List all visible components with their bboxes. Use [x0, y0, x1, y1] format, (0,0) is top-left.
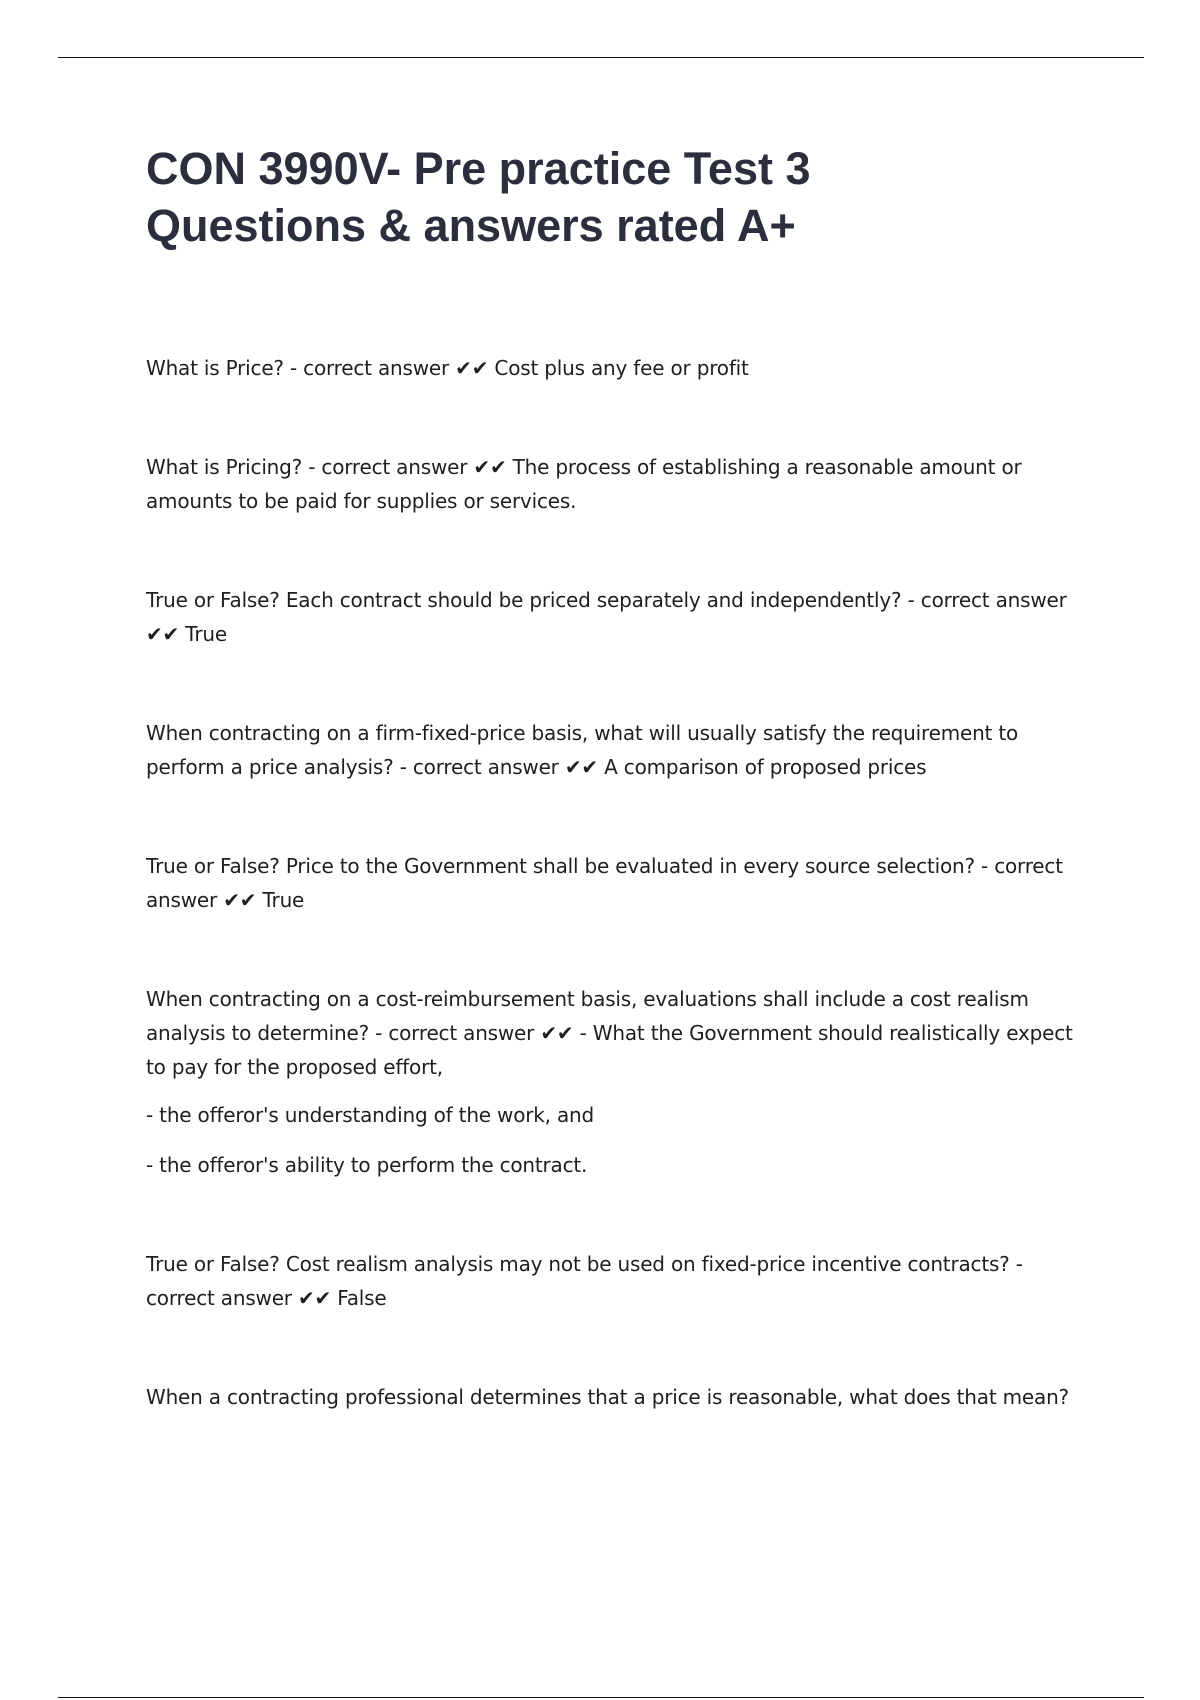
qa-text: True or False? Cost realism analysis may not be used on fixed-price incentive contracts? - correct answer ✔✔ False [146, 1252, 1023, 1310]
qa-item [146, 351, 1096, 385]
qa-item [146, 583, 1096, 651]
qa-item [146, 1380, 1096, 1414]
document-page [146, 140, 1096, 1479]
title-line-1: CON 3990V- Pre practice Test 3 [146, 143, 811, 194]
qa-text: What is Pricing? - correct answer ✔✔ The process of establishing a reasonable amount or amounts to be paid for supplies or services. [146, 455, 1022, 513]
qa-item [146, 716, 1096, 784]
qa-item [146, 982, 1096, 1182]
qa-text: When contracting on a cost-reimbursement basis, evaluations shall include a cost realism analysis to determine? - correct answer ✔✔ - What the Government should realistically expect to pay for the proposed effort, [146, 987, 1073, 1079]
qa-text: What is Price? - correct answer ✔✔ Cost plus any fee or profit [146, 356, 749, 380]
qa-subpoint: - the offeror's understanding of the work, and [146, 1103, 594, 1127]
qa-item [146, 1247, 1096, 1315]
qa-subpoint: - the offeror's ability to perform the contract. [146, 1153, 588, 1177]
qa-text: When contracting on a firm-fixed-price basis, what will usually satisfy the requirement to perform a price analysis? - correct answer ✔✔ A comparison of proposed prices [146, 721, 1019, 779]
document-title [146, 140, 1096, 254]
qa-text: True or False? Each contract should be priced separately and independently? - correct answer ✔✔ True [146, 588, 1067, 646]
title-line-2: Questions & answers rated A+ [146, 200, 796, 251]
top-divider [58, 57, 1144, 58]
bottom-divider [58, 1697, 1144, 1698]
qa-text: True or False? Price to the Government shall be evaluated in every source selection? - correct answer ✔✔ True [146, 854, 1063, 912]
qa-item [146, 849, 1096, 917]
qa-text: When a contracting professional determines that a price is reasonable, what does that mean? [146, 1385, 1069, 1409]
qa-list [146, 351, 1096, 1414]
qa-item [146, 450, 1096, 518]
